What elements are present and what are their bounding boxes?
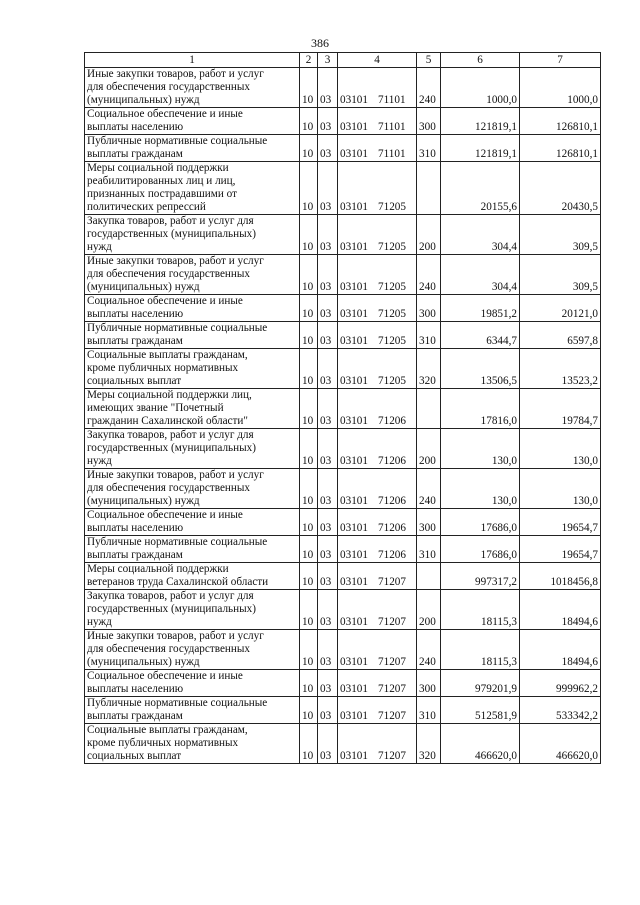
expense-kind-cell: 200	[417, 429, 441, 469]
table-row	[85, 536, 601, 563]
section-code-cell: 10	[300, 536, 318, 563]
expense-name-line: выплаты населению	[87, 522, 184, 534]
table-row	[85, 68, 601, 108]
amount-year2-cell: 126810,1	[520, 135, 601, 162]
target-article-cell	[338, 469, 417, 509]
expense-name-line: нужд	[87, 241, 112, 253]
expense-name-cell	[85, 255, 300, 295]
amount-year2-cell: 130,0	[520, 469, 601, 509]
expense-name-line: Иные закупки товаров, работ и услуг	[87, 469, 264, 481]
expense-name-line: кроме публичных нормативных	[87, 737, 239, 749]
target-article-direction: 71205	[378, 335, 406, 347]
subsection-code-cell: 03	[318, 349, 338, 389]
amount-year2-cell: 19654,7	[520, 509, 601, 536]
table-row	[85, 469, 601, 509]
column-header: 7	[520, 53, 601, 68]
section-code-cell: 10	[300, 670, 318, 697]
amount-year1-cell: 304,4	[441, 215, 520, 255]
amount-year2-cell: 20121,0	[520, 295, 601, 322]
table-row	[85, 697, 601, 724]
target-article-program: 03101	[340, 308, 368, 320]
target-article-direction: 71207	[378, 576, 406, 588]
amount-year1-cell: 130,0	[441, 429, 520, 469]
target-article-direction: 71205	[378, 281, 406, 293]
expense-name-line: выплаты населению	[87, 121, 184, 133]
table-row	[85, 563, 601, 590]
target-article-cell	[338, 135, 417, 162]
target-article-cell	[338, 255, 417, 295]
expense-name-line: государственных (муниципальных)	[87, 228, 256, 240]
table-row	[85, 295, 601, 322]
section-code-cell: 10	[300, 215, 318, 255]
table-header-row	[85, 53, 601, 68]
expense-name-cell	[85, 670, 300, 697]
target-article-direction: 71101	[378, 94, 406, 106]
expense-name-line: Социальное обеспечение и иные	[87, 108, 243, 120]
expense-name-line: Публичные нормативные социальные	[87, 135, 268, 147]
expense-name-line: Закупка товаров, работ и услуг для	[87, 590, 254, 602]
expense-name-line: нужд	[87, 616, 112, 628]
expense-name-cell	[85, 563, 300, 590]
amount-year1-cell: 20155,6	[441, 162, 520, 215]
amount-year1-cell: 466620,0	[441, 724, 520, 764]
expense-name-cell	[85, 135, 300, 162]
expense-name-cell	[85, 162, 300, 215]
expense-name-line: Меры социальной поддержки	[87, 162, 229, 174]
expense-name-line: Иные закупки товаров, работ и услуг	[87, 630, 264, 642]
expense-kind-cell: 320	[417, 724, 441, 764]
target-article-program: 03101	[340, 656, 368, 668]
amount-year1-cell: 1000,0	[441, 68, 520, 108]
expense-name-cell	[85, 215, 300, 255]
amount-year1-cell: 997317,2	[441, 563, 520, 590]
amount-year1-cell: 121819,1	[441, 108, 520, 135]
expense-name-line: Меры социальной поддержки лиц,	[87, 389, 252, 401]
subsection-code-cell: 03	[318, 670, 338, 697]
expense-kind-cell: 310	[417, 322, 441, 349]
column-header: 4	[338, 53, 417, 68]
expense-name-line: для обеспечения государственных	[87, 643, 251, 655]
amount-year2-cell: 466620,0	[520, 724, 601, 764]
expense-name-line: признанных пострадавшими от	[87, 188, 237, 200]
target-article-direction: 71206	[378, 455, 406, 467]
column-header: 2	[300, 53, 318, 68]
amount-year1-cell: 512581,9	[441, 697, 520, 724]
target-article-direction: 71207	[378, 710, 406, 722]
target-article-cell	[338, 215, 417, 255]
expense-name-cell	[85, 697, 300, 724]
expense-name-line: кроме публичных нормативных	[87, 362, 239, 374]
target-article-program: 03101	[340, 281, 368, 293]
target-article-cell	[338, 509, 417, 536]
expense-kind-cell: 240	[417, 68, 441, 108]
table-row	[85, 349, 601, 389]
expense-kind-cell: 310	[417, 697, 441, 724]
target-article-program: 03101	[340, 710, 368, 722]
target-article-cell	[338, 295, 417, 322]
subsection-code-cell: 03	[318, 215, 338, 255]
column-header: 6	[441, 53, 520, 68]
table-row	[85, 255, 601, 295]
section-code-cell: 10	[300, 295, 318, 322]
column-header: 1	[85, 53, 300, 68]
section-code-cell: 10	[300, 697, 318, 724]
subsection-code-cell: 03	[318, 162, 338, 215]
expense-name-line: (муниципальных) нужд	[87, 281, 200, 293]
amount-year2-cell: 999962,2	[520, 670, 601, 697]
expense-name-line: государственных (муниципальных)	[87, 442, 256, 454]
target-article-program: 03101	[340, 201, 368, 213]
expense-name-line: Социальное обеспечение и иные	[87, 295, 243, 307]
amount-year2-cell: 13523,2	[520, 349, 601, 389]
expense-name-line: для обеспечения государственных	[87, 268, 251, 280]
expense-name-line: государственных (муниципальных)	[87, 603, 256, 615]
expense-kind-cell: 240	[417, 469, 441, 509]
expense-name-line: Иные закупки товаров, работ и услуг	[87, 68, 264, 80]
amount-year1-cell: 17686,0	[441, 536, 520, 563]
expense-name-cell	[85, 469, 300, 509]
subsection-code-cell: 03	[318, 68, 338, 108]
expense-kind-cell: 310	[417, 135, 441, 162]
amount-year1-cell: 17686,0	[441, 509, 520, 536]
section-code-cell: 10	[300, 322, 318, 349]
target-article-cell	[338, 389, 417, 429]
target-article-cell	[338, 670, 417, 697]
section-code-cell: 10	[300, 590, 318, 630]
expense-name-line: социальных выплат	[87, 375, 182, 387]
target-article-program: 03101	[340, 415, 368, 427]
amount-year1-cell: 979201,9	[441, 670, 520, 697]
expense-name-line: Социальное обеспечение и иные	[87, 509, 243, 521]
amount-year1-cell: 19851,2	[441, 295, 520, 322]
section-code-cell: 10	[300, 108, 318, 135]
expense-name-cell	[85, 68, 300, 108]
expense-name-line: ветеранов труда Сахалинской области	[87, 576, 269, 588]
target-article-program: 03101	[340, 455, 368, 467]
target-article-program: 03101	[340, 148, 368, 160]
expense-kind-cell: 200	[417, 215, 441, 255]
target-article-cell	[338, 697, 417, 724]
target-article-cell	[338, 68, 417, 108]
expense-kind-cell: 200	[417, 590, 441, 630]
subsection-code-cell: 03	[318, 135, 338, 162]
expense-name-line: Публичные нормативные социальные	[87, 697, 268, 709]
expense-kind-cell: 310	[417, 536, 441, 563]
amount-year2-cell: 19784,7	[520, 389, 601, 429]
expense-name-line: гражданин Сахалинской области"	[87, 415, 248, 427]
target-article-cell	[338, 590, 417, 630]
subsection-code-cell: 03	[318, 469, 338, 509]
expense-name-line: выплаты гражданам	[87, 549, 183, 561]
amount-year2-cell: 20430,5	[520, 162, 601, 215]
amount-year2-cell: 18494,6	[520, 590, 601, 630]
amount-year2-cell: 533342,2	[520, 697, 601, 724]
subsection-code-cell: 03	[318, 295, 338, 322]
expense-name-cell	[85, 630, 300, 670]
amount-year1-cell: 18115,3	[441, 590, 520, 630]
expense-name-cell	[85, 590, 300, 630]
target-article-direction: 71207	[378, 616, 406, 628]
page-number: 386	[311, 36, 329, 50]
target-article-direction: 71205	[378, 241, 406, 253]
target-article-direction: 71206	[378, 522, 406, 534]
expense-name-line: социальных выплат	[87, 750, 182, 762]
expense-name-line: имеющих звание "Почетный	[87, 402, 224, 414]
target-article-direction: 71205	[378, 201, 406, 213]
section-code-cell: 10	[300, 429, 318, 469]
amount-year2-cell: 309,5	[520, 255, 601, 295]
amount-year2-cell: 130,0	[520, 429, 601, 469]
target-article-direction: 71205	[378, 308, 406, 320]
expense-name-line: для обеспечения государственных	[87, 482, 251, 494]
target-article-direction: 71207	[378, 750, 406, 762]
expense-name-line: Социальное обеспечение и иные	[87, 670, 243, 682]
column-header: 5	[417, 53, 441, 68]
amount-year2-cell: 1000,0	[520, 68, 601, 108]
expense-kind-cell	[417, 162, 441, 215]
table-row	[85, 135, 601, 162]
expense-name-line: Закупка товаров, работ и услуг для	[87, 429, 254, 441]
subsection-code-cell: 03	[318, 255, 338, 295]
amount-year2-cell: 1018456,8	[520, 563, 601, 590]
table-row	[85, 670, 601, 697]
column-header: 3	[318, 53, 338, 68]
target-article-direction: 71206	[378, 415, 406, 427]
amount-year1-cell: 18115,3	[441, 630, 520, 670]
expense-name-line: Иные закупки товаров, работ и услуг	[87, 255, 264, 267]
expense-name-cell	[85, 536, 300, 563]
expense-name-line: нужд	[87, 455, 112, 467]
target-article-cell	[338, 429, 417, 469]
target-article-program: 03101	[340, 495, 368, 507]
expense-name-line: Меры социальной поддержки	[87, 563, 229, 575]
target-article-cell	[338, 322, 417, 349]
expense-kind-cell: 320	[417, 349, 441, 389]
expense-kind-cell: 300	[417, 295, 441, 322]
target-article-direction: 71207	[378, 656, 406, 668]
section-code-cell: 10	[300, 68, 318, 108]
expense-name-line: выплаты гражданам	[87, 148, 183, 160]
amount-year2-cell: 6597,8	[520, 322, 601, 349]
target-article-program: 03101	[340, 549, 368, 561]
expense-name-cell	[85, 509, 300, 536]
table-row	[85, 590, 601, 630]
target-article-program: 03101	[340, 616, 368, 628]
target-article-direction: 71207	[378, 683, 406, 695]
amount-year1-cell: 13506,5	[441, 349, 520, 389]
table-row	[85, 389, 601, 429]
amount-year1-cell: 130,0	[441, 469, 520, 509]
target-article-cell	[338, 162, 417, 215]
table-row	[85, 108, 601, 135]
expense-name-line: Социальные выплаты гражданам,	[87, 724, 248, 736]
expense-name-line: выплаты гражданам	[87, 335, 183, 347]
expense-kind-cell: 300	[417, 670, 441, 697]
section-code-cell: 10	[300, 509, 318, 536]
expense-name-line: выплаты населению	[87, 683, 184, 695]
target-article-direction: 71206	[378, 495, 406, 507]
target-article-program: 03101	[340, 241, 368, 253]
expense-name-cell	[85, 389, 300, 429]
expense-name-line: Публичные нормативные социальные	[87, 536, 268, 548]
target-article-program: 03101	[340, 522, 368, 534]
expense-name-line: Закупка товаров, работ и услуг для	[87, 215, 254, 227]
budget-table	[84, 52, 601, 764]
amount-year2-cell: 126810,1	[520, 108, 601, 135]
amount-year2-cell: 19654,7	[520, 536, 601, 563]
table-row	[85, 724, 601, 764]
subsection-code-cell: 03	[318, 389, 338, 429]
target-article-cell	[338, 108, 417, 135]
amount-year1-cell: 304,4	[441, 255, 520, 295]
expense-kind-cell: 240	[417, 630, 441, 670]
section-code-cell: 10	[300, 255, 318, 295]
table-row	[85, 630, 601, 670]
amount-year1-cell: 17816,0	[441, 389, 520, 429]
expense-kind-cell	[417, 563, 441, 590]
section-code-cell: 10	[300, 630, 318, 670]
subsection-code-cell: 03	[318, 429, 338, 469]
subsection-code-cell: 03	[318, 536, 338, 563]
section-code-cell: 10	[300, 349, 318, 389]
target-article-program: 03101	[340, 94, 368, 106]
expense-name-line: выплаты гражданам	[87, 710, 183, 722]
section-code-cell: 10	[300, 135, 318, 162]
target-article-program: 03101	[340, 335, 368, 347]
target-article-cell	[338, 349, 417, 389]
expense-name-line: (муниципальных) нужд	[87, 656, 200, 668]
expense-kind-cell: 300	[417, 509, 441, 536]
target-article-direction: 71206	[378, 549, 406, 561]
subsection-code-cell: 03	[318, 590, 338, 630]
subsection-code-cell: 03	[318, 630, 338, 670]
expense-name-line: (муниципальных) нужд	[87, 495, 200, 507]
expense-name-cell	[85, 108, 300, 135]
amount-year1-cell: 121819,1	[441, 135, 520, 162]
target-article-direction: 71101	[378, 148, 406, 160]
section-code-cell: 10	[300, 389, 318, 429]
target-article-direction: 71205	[378, 375, 406, 387]
expense-name-line: (муниципальных) нужд	[87, 94, 200, 106]
target-article-direction: 71101	[378, 121, 406, 133]
expense-name-cell	[85, 724, 300, 764]
expense-kind-cell: 240	[417, 255, 441, 295]
expense-kind-cell	[417, 389, 441, 429]
amount-year2-cell: 18494,6	[520, 630, 601, 670]
expense-name-cell	[85, 322, 300, 349]
table-row	[85, 215, 601, 255]
target-article-program: 03101	[340, 375, 368, 387]
subsection-code-cell: 03	[318, 509, 338, 536]
target-article-program: 03101	[340, 683, 368, 695]
target-article-cell	[338, 563, 417, 590]
amount-year1-cell: 6344,7	[441, 322, 520, 349]
table-row	[85, 162, 601, 215]
expense-name-cell	[85, 429, 300, 469]
section-code-cell: 10	[300, 563, 318, 590]
target-article-program: 03101	[340, 750, 368, 762]
expense-name-line: Публичные нормативные социальные	[87, 322, 268, 334]
target-article-cell	[338, 724, 417, 764]
table-row	[85, 509, 601, 536]
amount-year2-cell: 309,5	[520, 215, 601, 255]
expense-name-line: выплаты населению	[87, 308, 184, 320]
target-article-cell	[338, 630, 417, 670]
target-article-cell	[338, 536, 417, 563]
expense-kind-cell: 300	[417, 108, 441, 135]
expense-name-line: политических репрессий	[87, 201, 206, 213]
section-code-cell: 10	[300, 469, 318, 509]
expense-name-line: Социальные выплаты гражданам,	[87, 349, 248, 361]
target-article-program: 03101	[340, 121, 368, 133]
expense-name-line: реабилитированных лиц и лиц,	[87, 175, 236, 187]
expense-name-cell	[85, 295, 300, 322]
subsection-code-cell: 03	[318, 322, 338, 349]
subsection-code-cell: 03	[318, 563, 338, 590]
table-row	[85, 429, 601, 469]
expense-name-cell	[85, 349, 300, 389]
expense-name-line: для обеспечения государственных	[87, 81, 251, 93]
table-row	[85, 322, 601, 349]
section-code-cell: 10	[300, 162, 318, 215]
subsection-code-cell: 03	[318, 697, 338, 724]
subsection-code-cell: 03	[318, 724, 338, 764]
section-code-cell: 10	[300, 724, 318, 764]
subsection-code-cell: 03	[318, 108, 338, 135]
target-article-program: 03101	[340, 576, 368, 588]
